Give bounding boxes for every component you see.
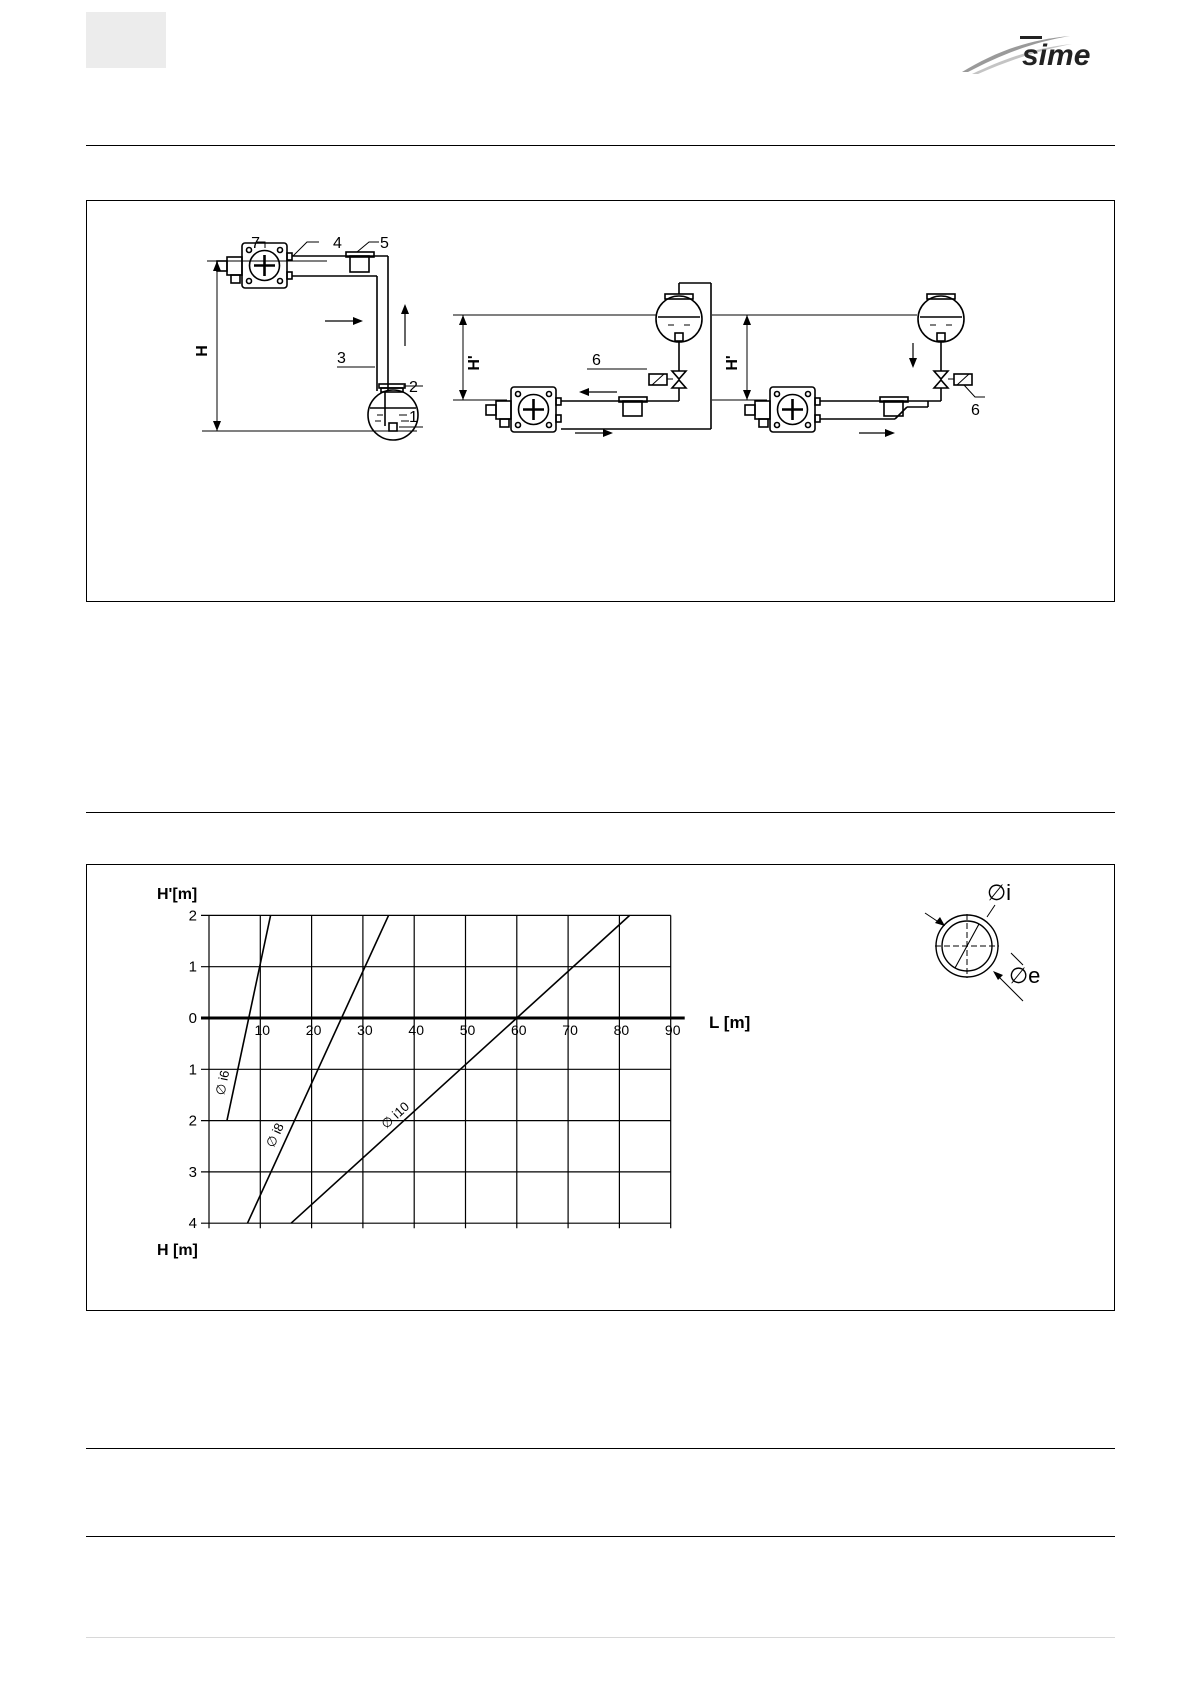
callout-6-panel-c: 6 bbox=[971, 402, 980, 419]
section-rule-4 bbox=[86, 1536, 1115, 1537]
dimension-H: H bbox=[194, 345, 211, 357]
schematic-suction-system bbox=[202, 243, 418, 440]
y-tick-label: 3 bbox=[188, 1163, 197, 1181]
section-rule-2 bbox=[86, 812, 1115, 813]
callout-5: 5 bbox=[380, 235, 389, 252]
callout-6-panel-b: 6 bbox=[592, 352, 601, 369]
x-tick-label: 20 bbox=[305, 1022, 322, 1038]
y-axis-label-upper: H'[m] bbox=[157, 886, 198, 903]
x-tick-label: 60 bbox=[511, 1022, 527, 1038]
pipe-inner-diameter-label: ∅i bbox=[987, 880, 1012, 905]
page-tab-marker bbox=[86, 12, 166, 68]
x-tick-label: 30 bbox=[357, 1022, 373, 1038]
y-tick-label: 1 bbox=[188, 1061, 197, 1079]
schematic-gravity-loop-system bbox=[453, 283, 711, 432]
pipe-length-chart bbox=[87, 865, 1116, 1312]
x-tick-label: 40 bbox=[408, 1022, 424, 1038]
x-tick-label: 10 bbox=[254, 1022, 271, 1038]
x-tick-label: 90 bbox=[664, 1022, 681, 1038]
callout-3: 3 bbox=[337, 350, 346, 367]
brand-logo bbox=[962, 30, 1117, 74]
y-tick-label: 2 bbox=[188, 1112, 197, 1130]
svg-text:sime: sime bbox=[1022, 39, 1091, 72]
y-tick-label: 1 bbox=[188, 958, 197, 976]
callout-2: 2 bbox=[409, 379, 418, 396]
section-rule-3 bbox=[86, 1448, 1115, 1449]
y-axis-label-lower: H [m] bbox=[157, 1242, 198, 1259]
y-tick-label: 0 bbox=[188, 1010, 197, 1027]
dimension-H-prime-c: H' bbox=[724, 355, 741, 371]
section-rule-1 bbox=[86, 145, 1115, 146]
series-label: ∅ i8 bbox=[262, 1120, 287, 1150]
pipe-outer-diameter-label: ∅e bbox=[1009, 963, 1041, 988]
series-label: ∅ i6 bbox=[212, 1068, 233, 1097]
figure-pipe-length-chart bbox=[86, 864, 1115, 1311]
schematic-gravity-single-system bbox=[712, 294, 972, 432]
y-tick-label: 2 bbox=[188, 907, 197, 925]
footer-rule bbox=[86, 1637, 1115, 1638]
series-label: ∅ i10 bbox=[378, 1098, 413, 1132]
x-tick-label: 80 bbox=[613, 1022, 630, 1038]
x-axis-label: L [m] bbox=[709, 1013, 751, 1032]
callout-7: 7 bbox=[251, 235, 260, 252]
figure-feed-schematics bbox=[86, 200, 1115, 602]
dimension-H-prime-b: H' bbox=[466, 355, 483, 371]
x-tick-label: 50 bbox=[459, 1022, 476, 1038]
x-tick-label: 70 bbox=[562, 1022, 578, 1038]
y-tick-label: 4 bbox=[188, 1215, 197, 1233]
callout-1: 1 bbox=[409, 409, 418, 426]
callout-4: 4 bbox=[333, 235, 342, 252]
